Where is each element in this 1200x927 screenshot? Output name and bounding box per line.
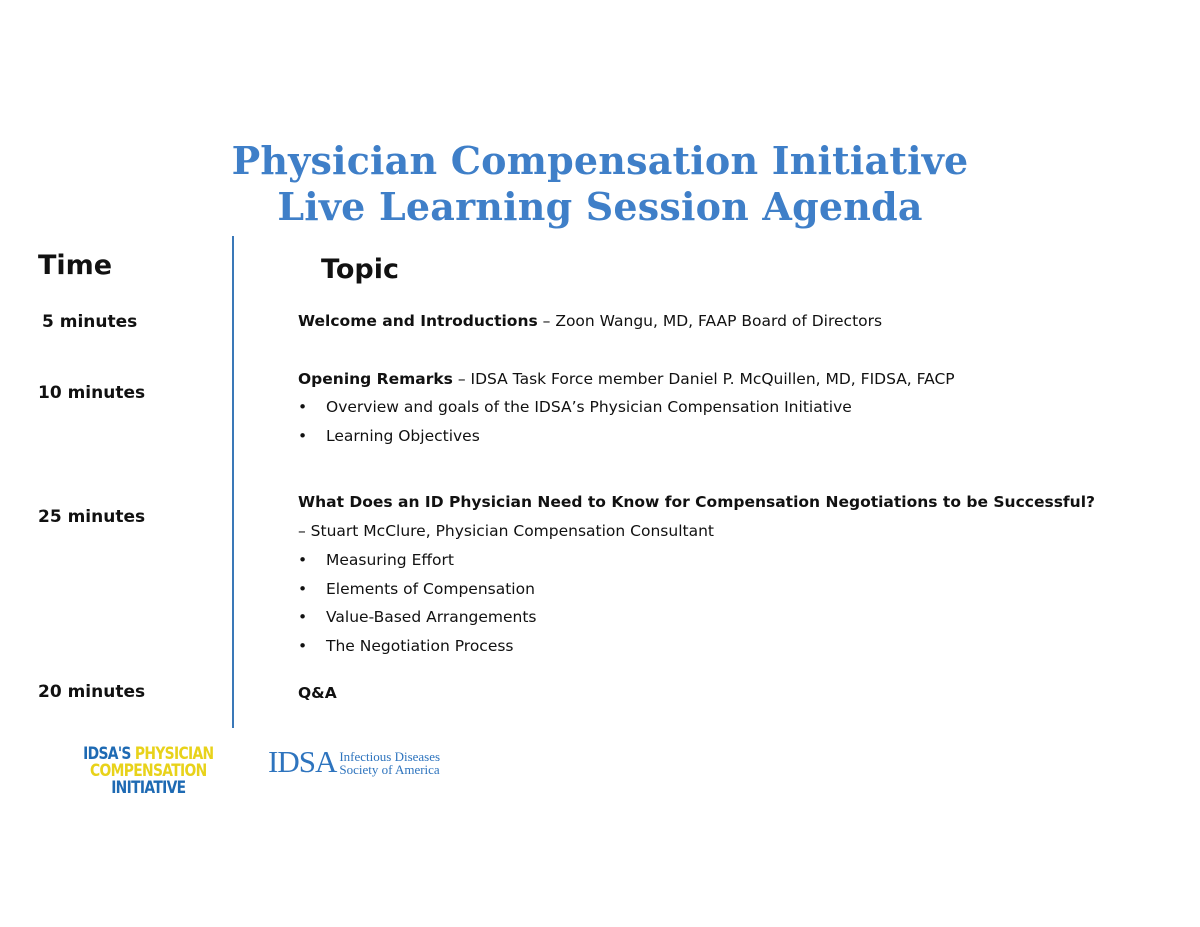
agenda-item-3-bullet: [298, 637, 514, 655]
title-line-2: Live Learning Session Agenda: [277, 184, 923, 229]
agenda-item-3-bullet: [298, 551, 454, 569]
agenda-item-4: [298, 684, 337, 702]
idsa-logo-name-line-2: Society of America: [339, 761, 440, 777]
idsa-logo-abbr: IDSA: [268, 744, 337, 779]
agenda-item-3: [298, 493, 1095, 511]
agenda-item-3-bullet: [298, 608, 537, 626]
bullet-marker: •: [298, 398, 308, 416]
agenda-time-2: 10 minutes: [38, 383, 146, 403]
agenda-item-2-bullet-text: Overview and goals of the IDSA’s Physician Compensation Initiative: [326, 398, 852, 416]
page-title: [0, 138, 1200, 230]
bullet-marker: •: [298, 608, 308, 626]
idsa-logo: [268, 744, 441, 779]
agenda-item-3-detail: – Stuart McClure, Physician Compensation Consultant: [298, 522, 714, 540]
logo-word-compensation: COMPENSATION: [90, 761, 207, 780]
agenda-item-1-heading: Welcome and Introductions: [298, 312, 538, 330]
agenda-item-2-detail: – IDSA Task Force member Daniel P. McQuillen, MD, FIDSA, FACP: [452, 370, 955, 388]
idsa-logo-name-line-1: Infectious Diseases: [339, 748, 441, 764]
physician-compensation-initiative-logo: [66, 745, 231, 796]
idsa-logo-name: [339, 750, 440, 776]
logo-word-initiative: INITIATIVE: [111, 778, 186, 797]
agenda-item-3-bullet-text: The Negotiation Process: [326, 637, 514, 655]
agenda-item-2-heading: Opening Remarks: [298, 370, 453, 388]
agenda-item-2-bullet: [298, 398, 852, 416]
bullet-marker: •: [298, 580, 308, 598]
bullet-marker: •: [298, 427, 308, 445]
agenda-time-1: 5 minutes: [42, 312, 138, 332]
time-column-header: Time: [38, 250, 113, 281]
agenda-item-1-detail: – Zoon Wangu, MD, FAAP Board of Directors: [537, 312, 883, 330]
agenda-item-4-heading: Q&A: [298, 684, 337, 702]
agenda-item-3-bullet: [298, 580, 535, 598]
bullet-marker: •: [298, 637, 308, 655]
logo-word-idsas: IDSA'S: [83, 744, 131, 763]
column-divider: [232, 236, 234, 728]
bullet-marker: •: [298, 551, 308, 569]
agenda-item-1: [298, 312, 882, 330]
agenda-item-2-bullet-text: Learning Objectives: [326, 427, 480, 445]
agenda-time-4: 20 minutes: [38, 682, 146, 702]
title-line-1: Physician Compensation Initiative: [231, 138, 969, 183]
agenda-time-3: 25 minutes: [38, 507, 146, 527]
agenda-item-2: [298, 370, 955, 388]
logo-word-physician: PHYSICIAN: [134, 744, 214, 763]
agenda-item-3-bullet-text: Value-Based Arrangements: [326, 608, 537, 626]
agenda-item-3-heading: What Does an ID Physician Need to Know for Compensation Negotiations to be Successful?: [298, 493, 1096, 511]
topic-column-header: Topic: [321, 254, 399, 285]
agenda-item-3-bullet-text: Measuring Effort: [326, 551, 454, 569]
agenda-item-3-bullet-text: Elements of Compensation: [326, 580, 535, 598]
agenda-item-2-bullet: [298, 427, 480, 445]
